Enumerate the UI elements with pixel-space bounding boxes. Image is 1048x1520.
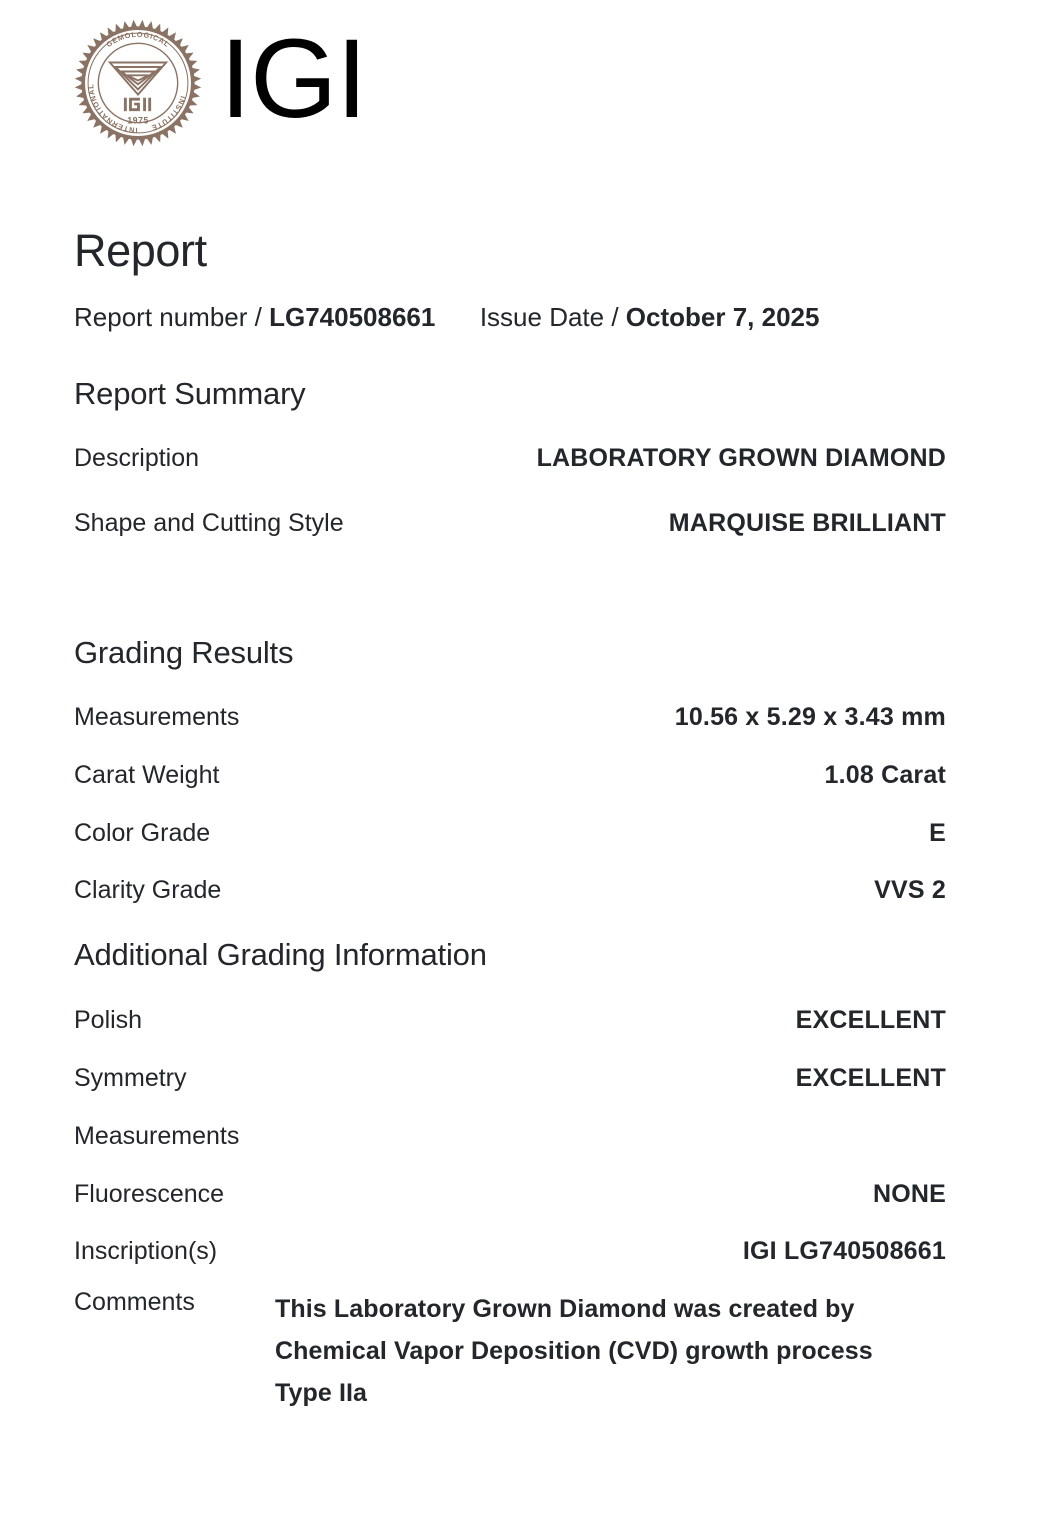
row-label: Clarity Grade (74, 876, 222, 904)
report-number-label: Report number / (74, 302, 262, 332)
row-label: Inscription(s) (74, 1237, 218, 1265)
row-value: EXCELLENT (795, 1006, 946, 1034)
svg-text:INSTITUTE: INSTITUTE (149, 94, 188, 133)
row-label: Color Grade (74, 819, 211, 847)
svg-text:GEMOLOGICAL: GEMOLOGICAL (104, 29, 172, 50)
row-label: Shape and Cutting Style (74, 509, 344, 537)
row-value: MARQUISE BRILLIANT (668, 509, 946, 537)
igi-seal-icon (74, 19, 202, 147)
row-label: Measurements (74, 703, 240, 731)
row-value: IGI LG740508661 (742, 1237, 946, 1265)
row-value: VVS 2 (874, 876, 946, 904)
section-heading-grading-results: Grading Results (74, 635, 294, 670)
svg-text:1975: 1975 (127, 115, 149, 126)
brand-header (74, 15, 367, 148)
row-label: Fluorescence (74, 1180, 225, 1208)
row-shape-and-cutting-style (74, 509, 946, 539)
row-value: 10.56 x 5.29 x 3.43 mm (674, 703, 946, 731)
section-heading-additional-grading-information: Additional Grading Information (74, 937, 487, 972)
row-color-grade (74, 819, 946, 849)
section-heading-report-summary: Report Summary (74, 376, 306, 411)
row-label: Comments (74, 1288, 195, 1316)
row-polish (74, 1006, 946, 1036)
row-measurements (74, 703, 946, 733)
row-symmetry (74, 1064, 946, 1094)
row-label: Symmetry (74, 1064, 187, 1092)
row-value: NONE (872, 1180, 946, 1208)
report-number-value: LG740508661 (269, 302, 436, 332)
row-value: This Laboratory Grown Diamond was created by Chemical Vapor Deposition (CVD) growth process Type IIa (275, 1295, 873, 1407)
row-value: 1.08 Carat (824, 761, 946, 789)
row-carat-weight (74, 761, 946, 791)
row-value: LABORATORY GROWN DIAMOND (536, 444, 946, 472)
page-title: Report (74, 225, 207, 276)
row-description (74, 444, 946, 474)
row-label: Polish (74, 1006, 143, 1034)
svg-text:INTERNATIONAL: INTERNATIONAL (86, 83, 138, 135)
row-inscriptions (74, 1237, 946, 1267)
igi-wordmark: IGI (220, 15, 367, 141)
row-clarity-grade (74, 876, 946, 906)
issue-date-label: Issue Date / (479, 302, 619, 332)
row-label: Description (74, 444, 200, 472)
row-label: Measurements (74, 1122, 240, 1150)
row-measurements-additional (74, 1122, 946, 1152)
row-fluorescence (74, 1180, 946, 1210)
row-value: EXCELLENT (795, 1064, 946, 1092)
report-meta (74, 303, 819, 332)
row-label: Carat Weight (74, 761, 220, 789)
issue-date-value: October 7, 2025 (625, 302, 820, 332)
row-value: E (929, 819, 946, 847)
